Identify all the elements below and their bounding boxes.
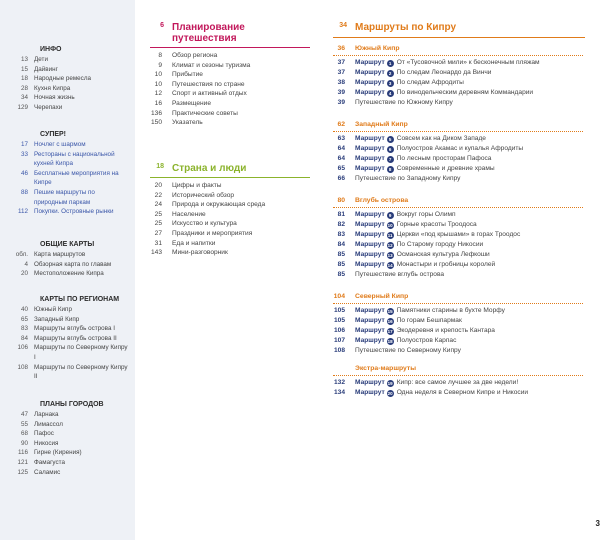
section-routes-rule [333,37,585,38]
entry-page-num: 106 [17,344,28,352]
route-extra-entry[interactable] [333,174,593,184]
sidebar-entry[interactable] [0,250,135,260]
entry-label: Ночная жизнь [34,94,75,102]
section-planning-header [150,22,315,44]
entry-label: Ларнака [34,411,59,418]
route-number-badge: 20 [387,390,393,396]
entry-page-num: 46 [20,169,28,177]
entry-page-num: 105 [333,307,345,314]
sidebar-info [0,45,135,113]
entry-label: Климат и сезоны туризма [172,61,251,69]
entry-label: Дайвинг [34,65,58,73]
entry-page-num: 121 [17,458,28,466]
entry-page-num: 8 [158,52,162,59]
toc-entry[interactable] [150,210,315,220]
entry-label: Современные и древние храмы [396,165,495,172]
entry-page-num: 34 [20,94,28,102]
entry-label: Маршруты вглубь острова I [34,325,115,333]
sidebar-entry[interactable] [0,410,135,420]
route-section-header[interactable] [333,292,593,302]
route-word: Маршрут [355,69,385,76]
route-section-north [333,292,593,356]
route-word: Маршрут [355,211,385,218]
entry-page-num: 63 [337,135,345,142]
sidebar-entry[interactable] [0,448,135,458]
route-word: Маршрут [355,155,385,162]
entry-label: Природа и окружающая среда [172,201,266,209]
entry-label: Дети [34,56,48,63]
sidebar-general-maps-title: ОБЩИЕ КАРТЫ [40,241,95,248]
page-number: 3 [595,519,600,528]
route-number-badge: 14 [387,262,393,268]
route-extra-entry[interactable] [333,346,593,356]
entry-page-num: 134 [333,389,345,396]
entry-page-num: 66 [337,175,345,182]
sidebar-super [0,130,135,217]
entry-page-num: 37 [337,69,345,76]
entry-page-num: 88 [20,188,28,196]
entry-label: По винодельческим деревням Коммандарии [396,89,534,96]
route-section-title: Северный Кипр [355,293,409,300]
entry-label: Западный Кипр [34,315,80,323]
route-section-num: 62 [337,121,345,128]
route-word: Маршрут [355,379,385,386]
toc-entry[interactable] [150,229,315,239]
toc-entry[interactable] [150,118,315,128]
sidebar-entry[interactable] [0,363,135,382]
sidebar-entry[interactable] [0,65,135,75]
route-section-title: Экстра-маршруты [355,365,417,372]
entry-label: По лесным просторам Пафоса [396,155,492,162]
route-entry[interactable] [333,68,593,78]
section-country-title[interactable]: Страна и люди [172,163,247,174]
section-routes-header [333,22,593,38]
route-section-west [333,120,593,184]
sidebar-entry[interactable] [0,93,135,103]
entry-label: Праздники и мероприятия [172,229,253,237]
toc-entry[interactable] [150,219,315,229]
sidebar-super-title: СУПЕР! [40,131,67,138]
sidebar-entry[interactable] [0,260,135,270]
route-entry[interactable] [333,260,593,270]
entry-label: Покупки. Островные рынки [34,208,114,216]
route-section-header[interactable] [333,120,593,130]
entry-page-num: 136 [150,109,162,117]
entry-label: Цифры и факты [172,182,222,189]
entry-page-num: 13 [20,56,28,63]
entry-page-num: 55 [20,420,28,428]
route-word: Маршрут [355,59,385,66]
section-planning-rule [150,47,310,48]
route-section-rule [333,303,583,304]
route-number-badge: 3 [387,80,394,87]
entry-label: Совсем как на Диком Западе [396,135,486,142]
route-section-num [333,364,355,374]
entry-page-num: 85 [337,261,345,268]
sidebar-entry[interactable] [0,269,135,279]
sidebar-entry[interactable] [0,305,135,315]
entry-label: Путешествие по Северному Кипру [355,347,461,354]
entry-page-num: 68 [20,430,28,438]
toc-entry[interactable] [150,200,315,210]
sidebar-entry[interactable] [0,439,135,449]
route-section-rule [333,207,583,208]
sidebar-region-maps-title: КАРТЫ ПО РЕГИОНАМ [40,296,120,303]
route-section-rule [333,55,583,56]
entry-label: Маршруты по Северному Кипру II [34,363,128,381]
entry-label: Указатель [172,119,203,127]
section-planning-num[interactable]: 6 [160,22,164,29]
route-word: Маршрут [355,251,385,258]
entry-page-num: 105 [333,317,345,324]
entry-label: Пешие маршруты по природным паркам [34,188,95,206]
entry-label: Прибытие [172,71,203,79]
sidebar-entry[interactable] [0,150,135,169]
route-entry[interactable] [333,134,593,144]
route-entry[interactable] [333,78,593,88]
toc-entry[interactable] [150,51,315,61]
entry-label: Монастыри и гробницы королей [396,261,496,268]
entry-page-num: 65 [20,315,28,323]
entry-page-num: 38 [337,79,345,86]
sidebar-entry[interactable] [0,468,135,478]
entry-page-num: 22 [154,191,162,199]
entry-page-num: 15 [20,65,28,73]
entry-label: Местоположение Кипра [34,270,104,278]
entry-label: Вокруг горы Олимп [396,211,456,218]
route-section-header[interactable] [333,364,593,374]
sidebar-city-plans-title: ПЛАНЫ ГОРОДОВ [40,401,104,408]
sidebar-entry[interactable] [0,334,135,344]
route-entry[interactable] [333,326,593,336]
toc-entry[interactable] [150,248,315,258]
route-number-badge: 19 [387,380,393,386]
entry-label: Никосия [34,439,59,447]
toc-entry[interactable] [150,181,315,191]
entry-label: По следам Леонардо да Винчи [396,69,492,76]
toc-entry[interactable] [150,70,315,80]
entry-page-num: 84 [20,334,28,342]
section-planning-title-2[interactable]: путешествия [172,33,237,44]
entry-page-num: 40 [20,306,28,313]
sidebar-entry[interactable] [0,207,135,217]
sidebar-city-plans [0,400,135,477]
route-entry[interactable] [333,388,593,398]
entry-label: Экодеревня и крепость Кантара [396,327,495,334]
entry-page-num: обл. [15,251,28,258]
entry-page-num: 47 [20,411,28,418]
sidebar-entry[interactable] [0,169,135,188]
entry-page-num: 16 [154,99,162,107]
route-word: Маршрут [355,241,385,248]
toc-entry[interactable] [150,239,315,249]
route-number-badge: 10 [387,222,393,228]
route-section-title: Вглубь острова [355,197,409,204]
route-word: Маршрут [355,145,385,152]
entry-label: Полуостров Карпас [396,337,457,344]
route-section-rule [333,131,583,132]
entry-page-num: 150 [150,119,162,127]
route-word: Маршрут [355,221,385,228]
entry-page-num: 12 [154,90,162,98]
entry-page-num: 85 [337,271,345,278]
toc-entry[interactable] [150,61,315,71]
section-country-num[interactable]: 18 [156,163,164,170]
route-number-badge: 18 [387,338,393,344]
entry-page-num: 83 [337,231,345,238]
route-entry[interactable] [333,164,593,174]
sidebar-entry[interactable] [0,103,135,113]
entry-page-num: 90 [20,439,28,447]
entry-page-num: 17 [20,141,28,148]
route-section-south [333,44,593,108]
route-entry[interactable] [333,336,593,346]
route-entry[interactable] [333,250,593,260]
route-entry[interactable] [333,210,593,220]
sidebar-general-maps [0,240,135,279]
route-number-badge: 4 [387,90,394,97]
section-planning [150,22,315,128]
route-word: Маршрут [355,261,385,268]
sidebar-entry[interactable] [0,140,135,150]
routes-list [333,44,593,398]
sidebar-entry[interactable] [0,84,135,94]
route-word: Маршрут [355,337,385,344]
entry-page-num: 83 [20,325,28,333]
sidebar-index [0,0,135,540]
entry-page-num: 129 [17,103,28,111]
entry-page-num: 39 [337,89,345,96]
route-word: Маршрут [355,327,385,334]
route-entry[interactable] [333,230,593,240]
entry-page-num: 20 [154,182,162,189]
route-word: Маршрут [355,89,385,96]
route-entry[interactable] [333,378,593,388]
sidebar-entry[interactable] [0,188,135,207]
entry-label: Бесплатные мероприятия на Кипре [34,169,119,187]
entry-page-num: 112 [17,208,28,216]
route-number-badge: 11 [387,232,393,238]
route-number-badge: 15 [387,308,393,314]
route-entry[interactable] [333,220,593,230]
section-planning-title-1[interactable]: Планирование [172,22,245,33]
entry-label: Кухня Кипра [34,84,71,92]
entry-label: Фамагуста [34,458,65,466]
entry-page-num: 82 [337,221,345,228]
route-entry[interactable] [333,240,593,250]
entry-label: Церкви «под крышами» в горах Троодос [396,231,521,238]
section-country-rule [150,177,310,178]
entry-page-num: 9 [158,61,162,69]
route-word: Маршрут [355,317,385,324]
entry-page-num: 64 [337,155,345,162]
entry-label: Южный Кипр [34,306,72,313]
entry-label: Еда и напитки [172,239,216,247]
route-section-header[interactable] [333,196,593,206]
entry-page-num: 39 [337,99,345,106]
sidebar-info-title: ИНФО [40,46,62,53]
route-number-badge: 1 [387,60,394,67]
toc-entry[interactable] [150,99,315,109]
entry-label: Ночлег с шармом [34,141,86,148]
toc-entry[interactable] [150,109,315,119]
entry-page-num: 84 [337,241,345,248]
entry-page-num: 18 [20,75,28,83]
route-word: Маршрут [355,135,385,142]
entry-label: Саламис [34,468,61,476]
sidebar-entry[interactable] [0,315,135,325]
entry-label: Маршруты по Северному Кипру I [34,344,128,361]
route-number-badge: 16 [387,318,393,324]
route-entry[interactable] [333,316,593,326]
entry-page-num: 24 [154,201,162,209]
route-entry[interactable] [333,58,593,68]
section-routes-num[interactable]: 34 [339,22,347,29]
entry-page-num: 28 [20,84,28,92]
entry-label: Мини-разговорник [172,249,228,257]
entry-label: Памятники старины в бухте Морфу [396,307,505,314]
entry-label: По следам Афродиты [396,79,464,86]
entry-page-num: 31 [154,239,162,247]
route-section-title: Западный Кипр [355,121,408,128]
route-entry[interactable] [333,88,593,98]
entry-label: Практические советы [172,109,238,117]
route-section-header[interactable] [333,44,593,54]
entry-label: От «Тусовочной мили» к бесконечным пляжам [396,59,540,66]
sidebar-entry[interactable] [0,55,135,65]
entry-label: Маршруты вглубь острова II [34,334,117,342]
route-number-badge: 2 [387,70,394,77]
entry-label: Горные красоты Троодоса [396,221,477,228]
route-section-title: Южный Кипр [355,45,400,52]
entry-page-num: 64 [337,145,345,152]
entry-label: Путешествия по стране [172,80,245,88]
sidebar-entry[interactable] [0,420,135,430]
entry-label: По Старому городу Никосии [396,241,484,248]
toc-entry[interactable] [150,191,315,201]
entry-page-num: 116 [17,449,28,457]
entry-page-num: 27 [154,229,162,237]
entry-page-num: 37 [337,59,345,66]
sidebar-entry[interactable] [0,343,135,362]
section-country [150,163,315,258]
route-section-rule [333,375,583,376]
entry-label: Гирне (Кирения) [34,449,82,457]
entry-page-num: 10 [154,80,162,88]
section-routes-head [333,22,593,33]
entry-label: Пафос [34,430,54,438]
route-number-badge: 8 [387,166,394,173]
entry-page-num: 108 [333,347,345,354]
route-entry[interactable] [333,154,593,164]
route-word: Маршрут [355,231,385,238]
route-extra-entry[interactable] [333,98,593,108]
entry-label: Обзор региона [172,52,218,59]
entry-label: Лимассол [34,420,63,428]
entry-page-num: 33 [20,150,28,158]
entry-label: Народные ремесла [34,75,92,83]
entry-label: Одна неделя в Северном Кипре и Никосии [396,389,529,396]
entry-label: Путешествие вглубь острова [355,271,445,278]
route-word: Маршрут [355,389,385,396]
toc-entry[interactable] [150,80,315,90]
entry-label: Население [172,210,206,218]
route-word: Маршрут [355,79,385,86]
entry-page-num: 132 [333,379,345,386]
entry-label: Кипр: все самое лучшее за две недели! [396,379,519,386]
sidebar-entry[interactable] [0,74,135,84]
entry-label: Путешествие по Западному Кипру [355,175,461,182]
entry-label: Карта маршрутов [34,251,86,258]
route-number-badge: 6 [387,146,394,153]
toc-entry[interactable] [150,89,315,99]
sidebar-entry[interactable] [0,429,135,439]
entry-page-num: 108 [17,363,28,371]
route-number-badge: 9 [387,212,394,219]
entry-label: По горам Бешпармак [396,317,462,324]
section-country-header [150,163,315,174]
entry-label: Рестораны с национальной кухней Кипра [34,150,115,168]
entry-label: Путешествие по Южному Кипру [355,99,453,106]
route-word: Маршрут [355,307,385,314]
entry-page-num: 25 [154,210,162,218]
entry-label: Исторический обзор [172,191,235,199]
route-number-badge: 17 [387,328,393,334]
entry-page-num: 65 [337,165,345,172]
sidebar-entry[interactable] [0,324,135,334]
entry-label: Обзорная карта по главам [34,260,112,268]
entry-page-num: 10 [154,71,162,79]
sidebar-region-maps [0,295,135,382]
entry-page-num: 143 [150,249,162,257]
route-entry[interactable] [333,144,593,154]
entry-page-num: 20 [20,270,28,278]
route-section-extra_routes [333,364,593,398]
route-entry[interactable] [333,306,593,316]
entry-page-num: 81 [337,211,345,218]
entry-label: Полуостров Акамас и купалья Афродиты [396,145,524,152]
entry-page-num: 125 [17,468,28,476]
entry-label: Черепахи [34,103,63,111]
route-number-badge: 12 [387,242,393,248]
entry-page-num: 4 [24,260,28,268]
entry-label: Османская культура Лефкоши [396,251,490,258]
sidebar-entry[interactable] [0,458,135,468]
route-section-num: 36 [337,45,345,52]
entry-page-num: 25 [154,220,162,228]
entry-label: Спорт и активный отдых [172,90,247,98]
route-number-badge: 13 [387,252,393,258]
route-word: Маршрут [355,165,385,172]
entry-page-num: 85 [337,251,345,258]
route-section-inland [333,196,593,280]
entry-label: Размещение [172,99,212,107]
route-number-badge: 7 [387,156,394,163]
entry-page-num: 106 [333,327,345,334]
section-routes-title[interactable]: Маршруты по Кипру [355,22,457,33]
route-section-num: 80 [337,197,345,204]
route-section-num: 104 [333,293,345,300]
entry-label: Искусство и культура [172,220,237,228]
route-number-badge: 5 [387,136,394,143]
entry-page-num: 107 [333,337,345,344]
route-extra-entry[interactable] [333,270,593,280]
